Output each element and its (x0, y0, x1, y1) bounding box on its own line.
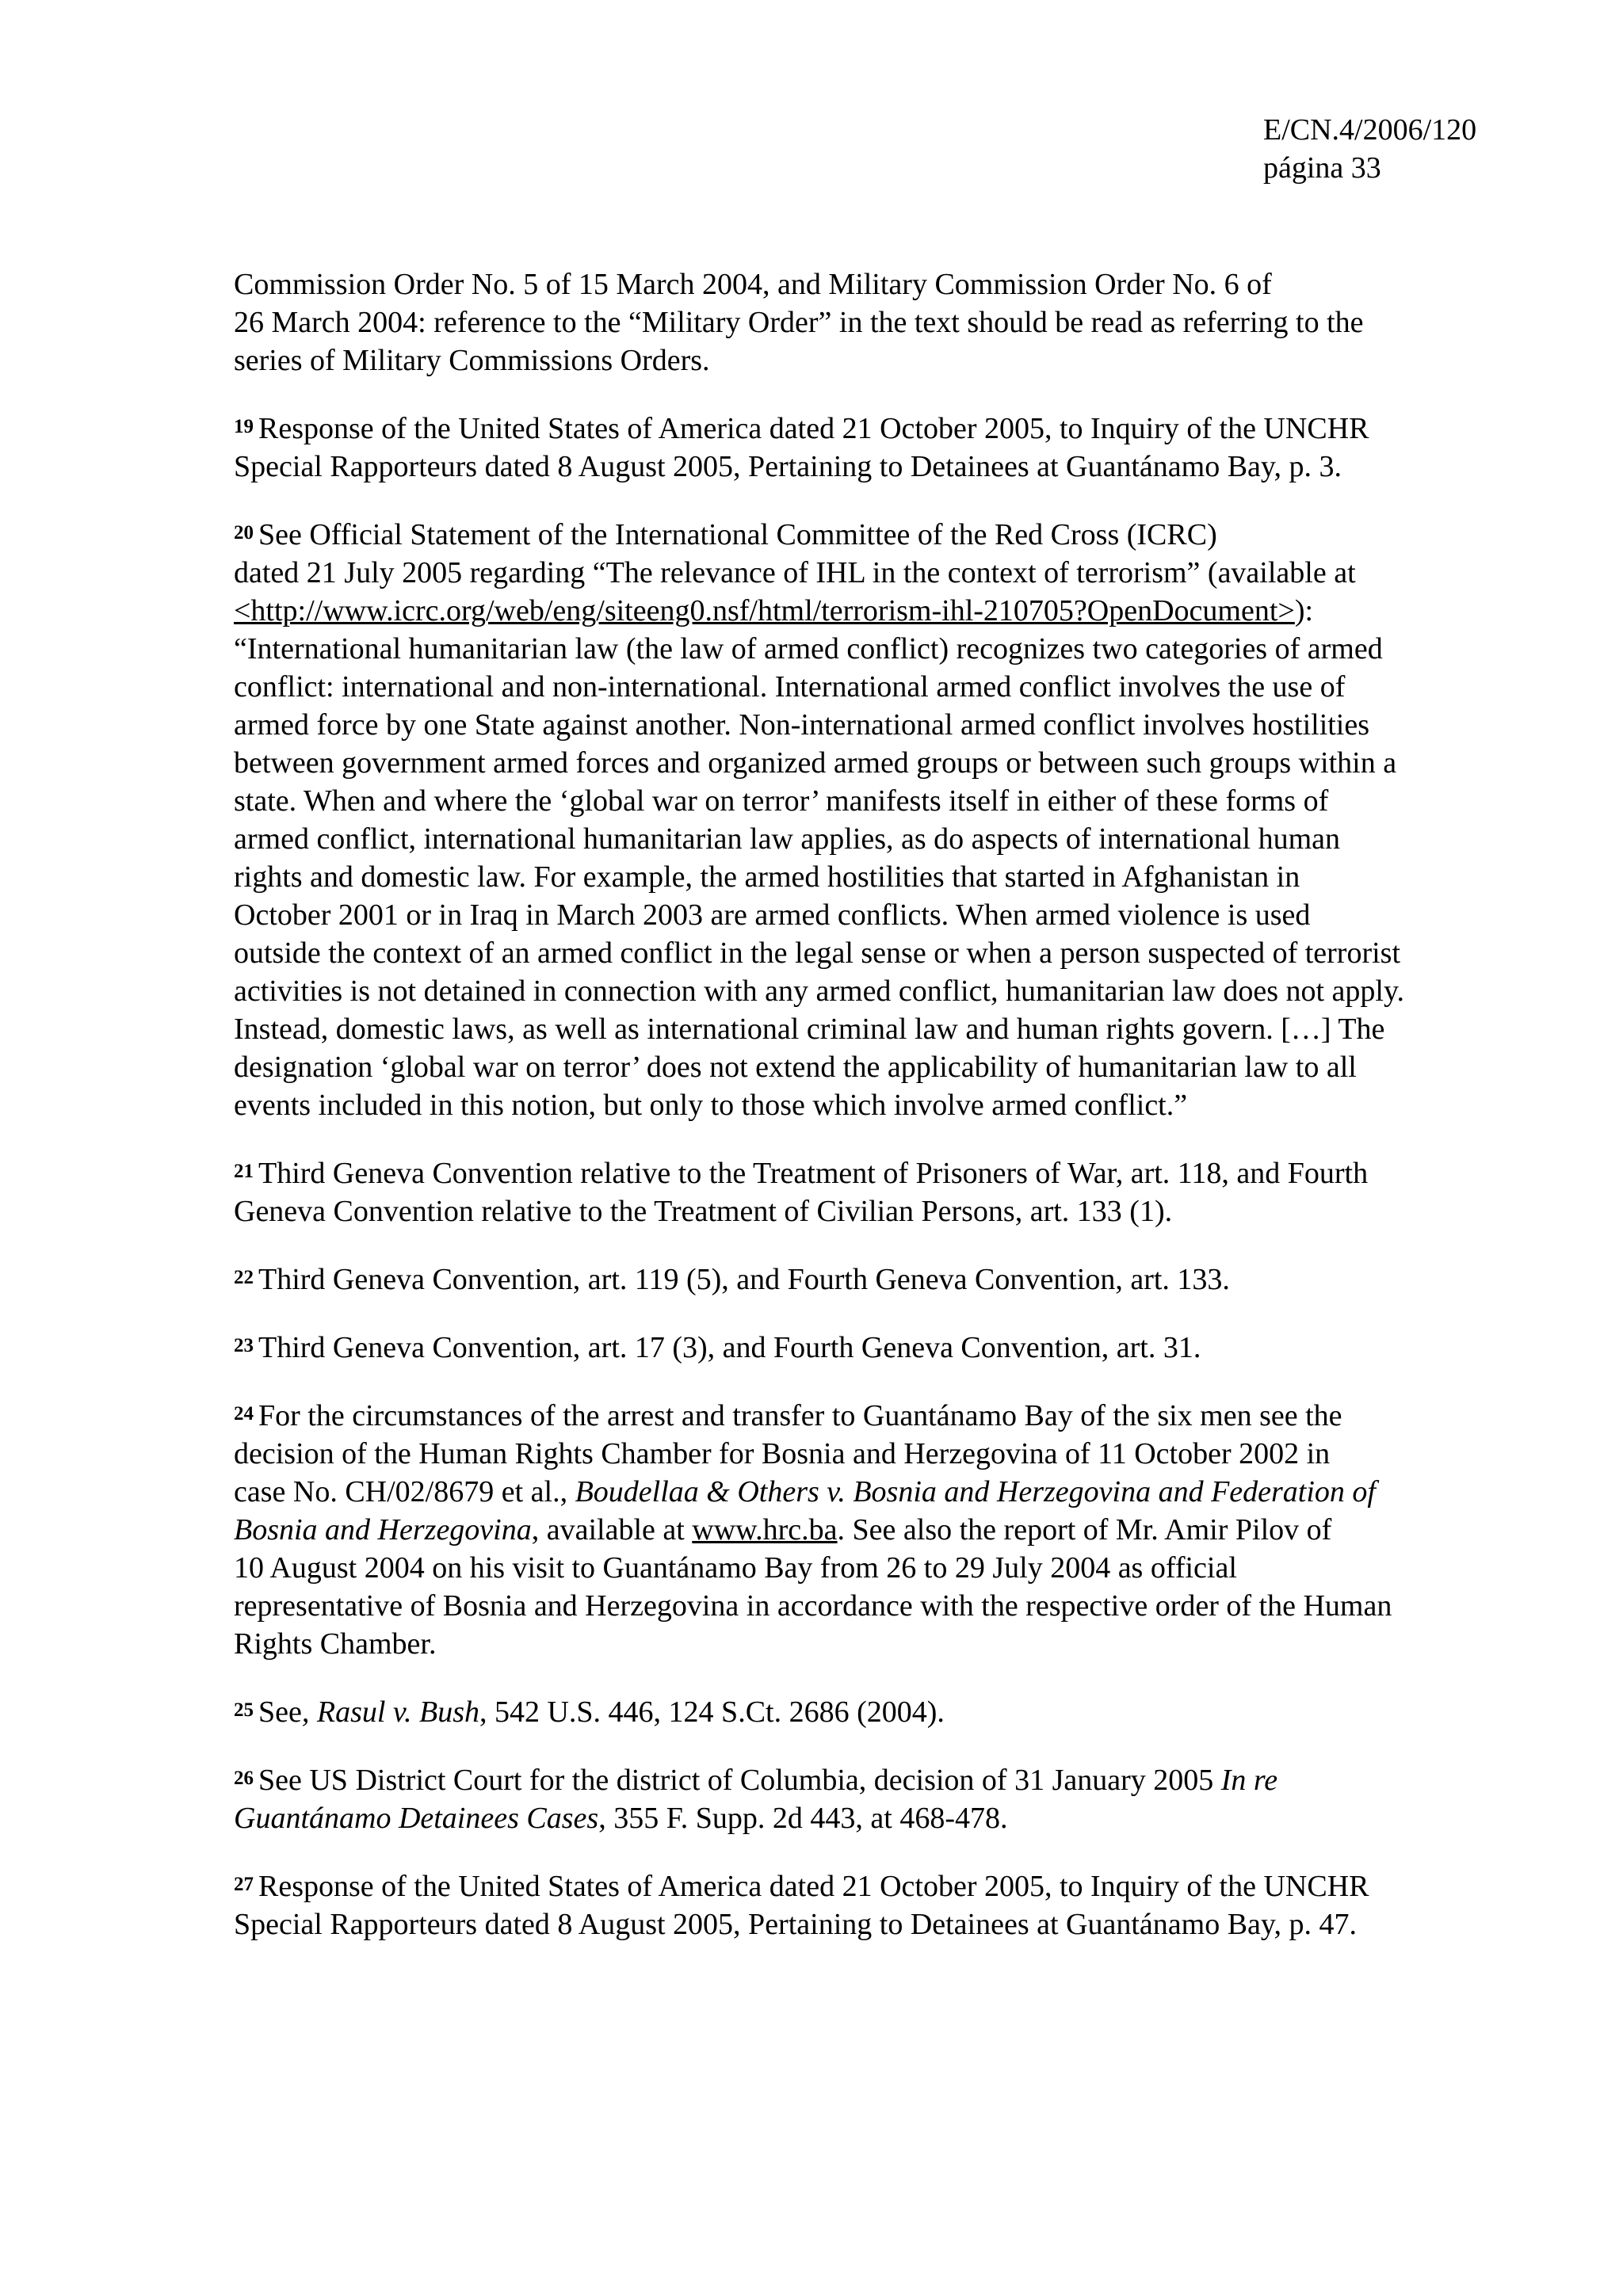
text-line (234, 1867, 1518, 1905)
text-line (234, 1473, 1518, 1511)
text-line: 10 August 2004 on his visit to Guantánamo Bay from 26 to 29 July 2004 as official (234, 1551, 1237, 1585)
document-symbol: E/CN.4/2006/120 (1263, 113, 1477, 147)
footnote-continuation (234, 265, 1518, 379)
footnote-number: 27 (234, 1874, 254, 1895)
footnote-text: , 355 F. Supp. 2d 443, at 468-478. (598, 1802, 1008, 1835)
footnote-number: 24 (234, 1403, 254, 1425)
footnote-26 (234, 1761, 1518, 1837)
footnote-text: For the circumstances of the arrest and transfer to Guantánamo Bay of the six men see the (258, 1399, 1342, 1432)
footnote-22 (234, 1261, 1518, 1299)
footnote-text: , 542 U.S. 446, 124 S.Ct. 2686 (2004). (479, 1695, 945, 1729)
text-line: state. When and where the ‘global war on terror’ manifests itself in either of these forms of (234, 784, 1329, 818)
footnote-text: Third Geneva Convention, art. 17 (3), and Fourth Geneva Convention, art. 31. (258, 1331, 1201, 1364)
footnote-text: See US District Court for the district of Columbia, decision of 31 January 2005 (258, 1764, 1221, 1797)
text-line: events included in this notion, but only to those which involve armed conflict.” (234, 1089, 1188, 1122)
footnote-24 (234, 1397, 1518, 1663)
text-line: “International humanitarian law (the law of armed conflict) recognizes two categories of armed (234, 632, 1383, 666)
footnote-number: 20 (234, 522, 254, 543)
text-line (234, 1693, 1518, 1731)
text-line: series of Military Commissions Orders. (234, 344, 710, 377)
footnote-number: 25 (234, 1699, 254, 1721)
case-title: Bosnia and Herzegovina (234, 1513, 532, 1547)
footnote-text: case No. CH/02/8679 et al., (234, 1475, 575, 1508)
footnote-text: , available at (531, 1513, 693, 1547)
case-title: Guantánamo Detainees Cases (234, 1802, 599, 1835)
footnote-25 (234, 1693, 1518, 1731)
footnote-text: . See also the report of Mr. Amir Pilov of (837, 1513, 1332, 1547)
text-line: armed conflict, international humanitarian law applies, as do aspects of international human (234, 822, 1341, 856)
text-line (234, 410, 1518, 448)
text-line (234, 1799, 1518, 1837)
text-line: conflict: international and non-international. International armed conflict involves the use of (234, 670, 1346, 704)
text-line (234, 1261, 1518, 1299)
text-line: Instead, domestic laws, as well as international criminal law and human rights govern. […] The (234, 1013, 1385, 1046)
footnote-text: See Official Statement of the International Committee of the Red Cross (ICRC) (258, 518, 1217, 551)
text-line: 26 March 2004: reference to the “Military Order” in the text should be read as referring to the (234, 306, 1364, 339)
case-title: Boudellaa & Others v. Bosnia and Herzegovina and Federation of (575, 1475, 1376, 1508)
text-line: Rights Chamber. (234, 1627, 437, 1661)
text-line (234, 1329, 1518, 1367)
text-line: armed force by one State against another. Non-international armed conflict involves hostilities (234, 708, 1370, 742)
footnote-number: 21 (234, 1161, 254, 1182)
text-line: outside the context of an armed conflict in the legal sense or when a person suspected of terrorist (234, 936, 1401, 970)
footnote-number: 22 (234, 1267, 254, 1288)
text-line (234, 1397, 1518, 1435)
text-line (234, 1761, 1518, 1799)
footnote-text: ): (1294, 594, 1314, 627)
footnote-text: Third Geneva Convention relative to the Treatment of Prisoners of War, art. 118, and Fourth (258, 1157, 1369, 1190)
text-line: between government armed forces and organized armed groups or between such groups within a (234, 746, 1397, 780)
footnote-number: 19 (234, 416, 254, 437)
text-line (234, 516, 1518, 554)
text-line (234, 592, 1518, 630)
text-line: activities is not detained in connection with any armed conflict, humanitarian law does not apply. (234, 974, 1405, 1008)
text-line: Special Rapporteurs dated 8 August 2005, Pertaining to Detainees at Guantánamo Bay, p. 3. (234, 450, 1342, 483)
text-line: designation ‘global war on terror’ does not extend the applicability of humanitarian law to all (234, 1051, 1357, 1084)
footnote-19 (234, 410, 1518, 486)
icrc-url-link[interactable]: <http://www.icrc.org/web/eng/siteeng0.nsf/html/terrorism-ihl-210705?OpenDocument> (234, 594, 1295, 627)
footnote-text: Third Geneva Convention, art. 119 (5), and Fourth Geneva Convention, art. 133. (258, 1263, 1230, 1296)
footnote-text: Response of the United States of America dated 21 October 2005, to Inquiry of the UNCHR (258, 1870, 1369, 1903)
text-line (234, 1511, 1518, 1549)
text-line: representative of Bosnia and Herzegovina in accordance with the respective order of the Human (234, 1589, 1392, 1623)
text-line: Special Rapporteurs dated 8 August 2005, Pertaining to Detainees at Guantánamo Bay, p. 47. (234, 1908, 1357, 1941)
footnote-number: 26 (234, 1768, 254, 1789)
footnote-number: 23 (234, 1335, 254, 1356)
text-line: decision of the Human Rights Chamber for Bosnia and Herzegovina of 11 October 2002 in (234, 1437, 1331, 1470)
text-line (234, 1154, 1518, 1192)
page-number: página 33 (1263, 151, 1381, 185)
hrc-link[interactable]: www.hrc.ba (692, 1513, 838, 1547)
text-line: Commission Order No. 5 of 15 March 2004, and Military Commission Order No. 6 of (234, 268, 1272, 301)
case-title: In re (1220, 1764, 1278, 1797)
page-header (1263, 111, 1476, 187)
footnote-text: Response of the United States of America dated 21 October 2005, to Inquiry of the UNCHR (258, 412, 1369, 445)
footnote-20 (234, 516, 1518, 1124)
text-line: dated 21 July 2005 regarding “The relevance of IHL in the context of terrorism” (available at (234, 556, 1356, 589)
case-title: , Rasul v. Bush (301, 1695, 479, 1729)
footnote-21 (234, 1154, 1518, 1230)
footnotes-body (234, 265, 1518, 1974)
text-line: Geneva Convention relative to the Treatment of Civilian Persons, art. 133 (1). (234, 1195, 1173, 1228)
footnote-27 (234, 1867, 1518, 1943)
text-line: rights and domestic law. For example, the armed hostilities that started in Afghanistan in (234, 860, 1300, 894)
footnote-text: See (258, 1695, 302, 1729)
text-line: October 2001 or in Iraq in March 2003 are armed conflicts. When armed violence is used (234, 898, 1311, 932)
footnote-23 (234, 1329, 1518, 1367)
